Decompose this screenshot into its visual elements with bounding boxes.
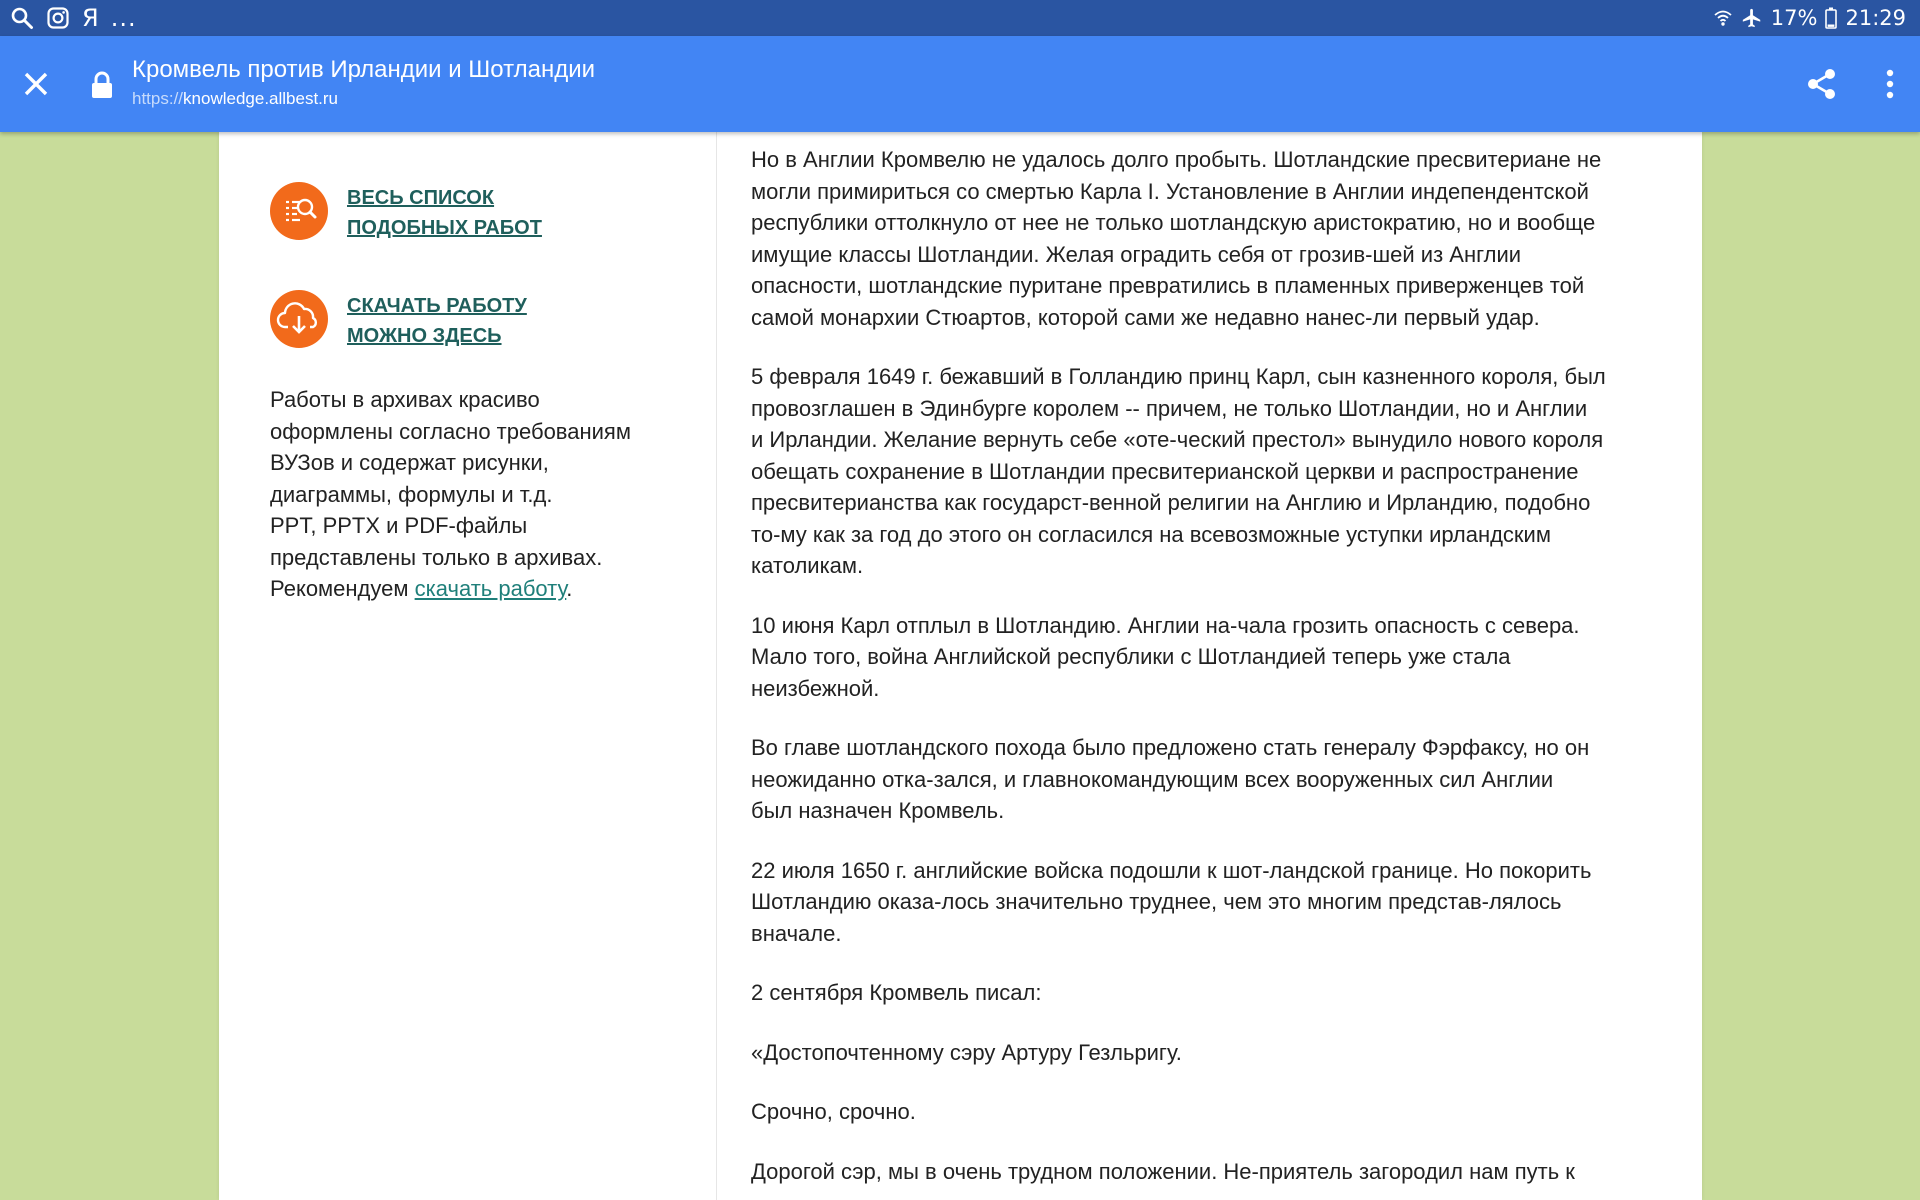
article-line: Мало того, война Английской республики с Шотландией теперь уже стала [751,644,1511,669]
instagram-icon [46,6,70,30]
recommend-line [270,573,680,605]
download-link[interactable] [347,291,567,351]
info-line: PPT, PPTX и PDF-файлы [270,513,528,538]
article-line: Шотландию оказа-лось значительно труднее, чем это многим представ-лялось [751,889,1562,914]
lock-icon [89,70,115,100]
url-protocol: https:// [132,89,184,108]
download-line2[interactable]: МОЖНО ЗДЕСЬ [347,325,502,347]
page-title: Кромвель против Ирландии и Шотландии [132,56,596,83]
sidebar [219,132,717,1200]
recommend-prefix: Рекомендуем [270,576,415,601]
url-host: knowledge.allbest.ru [183,89,339,108]
download-promo[interactable] [270,290,567,351]
article-paragraph [751,855,1663,950]
article-paragraph [751,361,1663,582]
notification-icons [10,4,137,32]
info-line: оформлены согласно требованиям [270,418,631,444]
article-line: вначале. [751,920,842,946]
more-notifications-icon: ... [110,4,137,32]
similar-works-link[interactable] [347,183,567,243]
article-line: республики оттолкнуло от нее не только шотландскую аристократию, но и вообще [751,210,1596,235]
article-line: самой монархии Стюартов, которой сами же недавно нанес-ли первый удар. [751,304,1540,330]
article-paragraph [751,732,1663,827]
article-line: Но в Англии Кромвелю не удалось долго пробыть. Шотландские пресвитериане не [751,147,1602,172]
download-work-link[interactable]: скачать работу [414,576,567,601]
similar-works-line2[interactable]: ПОДОБНЫХ РАБОТ [347,217,542,239]
article-line: неизбежной. [751,675,880,701]
article-paragraph [751,1156,1663,1188]
battery-icon [1825,7,1837,29]
browser-toolbar [0,36,1920,132]
article-line: пресвитерианства как государст-венной религии на Англию и Ирландию, подобно [751,490,1591,515]
list-search-icon[interactable] [270,182,328,240]
battery-percent: 17% [1770,6,1818,30]
search-icon [10,6,34,30]
article-paragraph [751,610,1663,705]
article-line: Срочно, срочно. [751,1099,916,1124]
system-icons [1713,4,1906,32]
article-body [751,144,1663,1200]
similar-works-promo[interactable] [270,182,567,243]
yandex-icon: Я [82,4,99,32]
more-vert-icon[interactable] [1880,66,1900,102]
info-line: диаграммы, формулы и т.д. [270,481,553,507]
article-line: 5 февраля 1649 г. бежавший в Голландию принц Карл, сын казненного короля, был [751,364,1606,389]
info-line: представлены только в архивах. [270,544,603,570]
article-paragraph [751,977,1663,1009]
similar-works-line1[interactable]: ВЕСЬ СПИСОК [347,187,495,209]
article-line: то-му как за год до этого он согласился на всевозможные уступки ирландским [751,521,1551,547]
article-paragraph [751,144,1663,333]
page-url [132,88,338,110]
article-line: обещать сохранение в Шотландии пресвитерианской церкви и распространение [751,458,1579,484]
download-line1[interactable]: СКАЧАТЬ РАБОТУ [347,295,527,317]
article-line: провозглашен в Эдинбурге королем -- причем, не только Шотландии, но и Англии [751,395,1588,421]
article-line: имущие классы Шотландии. Желая оградить себя от грозив-шей из Англии [751,241,1522,267]
article-line: был назначен Кромвель. [751,798,1005,823]
share-icon[interactable] [1804,66,1840,102]
cloud-download-icon[interactable] [270,290,328,348]
article-line: могли примириться со смертью Карла I. Установление в Англии индепендентской [751,178,1589,204]
article-line: Во главе шотландского похода было предложено стать генералу Фэрфаксу, но он [751,735,1590,760]
page-content [219,132,1702,1200]
clock: 21:29 [1845,6,1906,30]
recommend-suffix: . [566,576,573,601]
archive-info-text [270,384,680,605]
wifi-icon [1713,8,1733,28]
article-line: 22 июля 1650 г. английские войска подошли к шот-ландской границе. Но покорить [751,857,1592,883]
airplane-mode-icon [1741,7,1763,29]
article-line: 10 июня Карл отплыл в Шотландию. Англии на-чала грозить опасность с севера. [751,612,1580,638]
article-line: и Ирландии. Желание вернуть себе «оте-ческий престол» вынудило нового короля [751,427,1604,452]
info-line: ВУЗов и содержат рисунки, [270,450,549,475]
article-line: 2 сентября Кромвель писал: [751,980,1042,1005]
article-line: «Достопочтенному сэру Артуру Гезльригу. [751,1039,1182,1065]
article-line: Дорогой сэр, мы в очень трудном положении. Не-приятель загородил нам путь к [751,1158,1575,1184]
article-line: неожиданно отка-зался, и главнокомандующим всех вооруженных сил Англии [751,766,1554,792]
article-line: опасности, шотландские пуритане превратились в пламенных приверженцев той [751,273,1585,298]
close-icon[interactable] [20,68,52,100]
status-bar [0,0,1920,36]
info-line: Работы в архивах красиво [270,387,540,412]
article-line: католикам. [751,553,864,578]
article-paragraph [751,1037,1663,1069]
article-paragraph [751,1096,1663,1128]
